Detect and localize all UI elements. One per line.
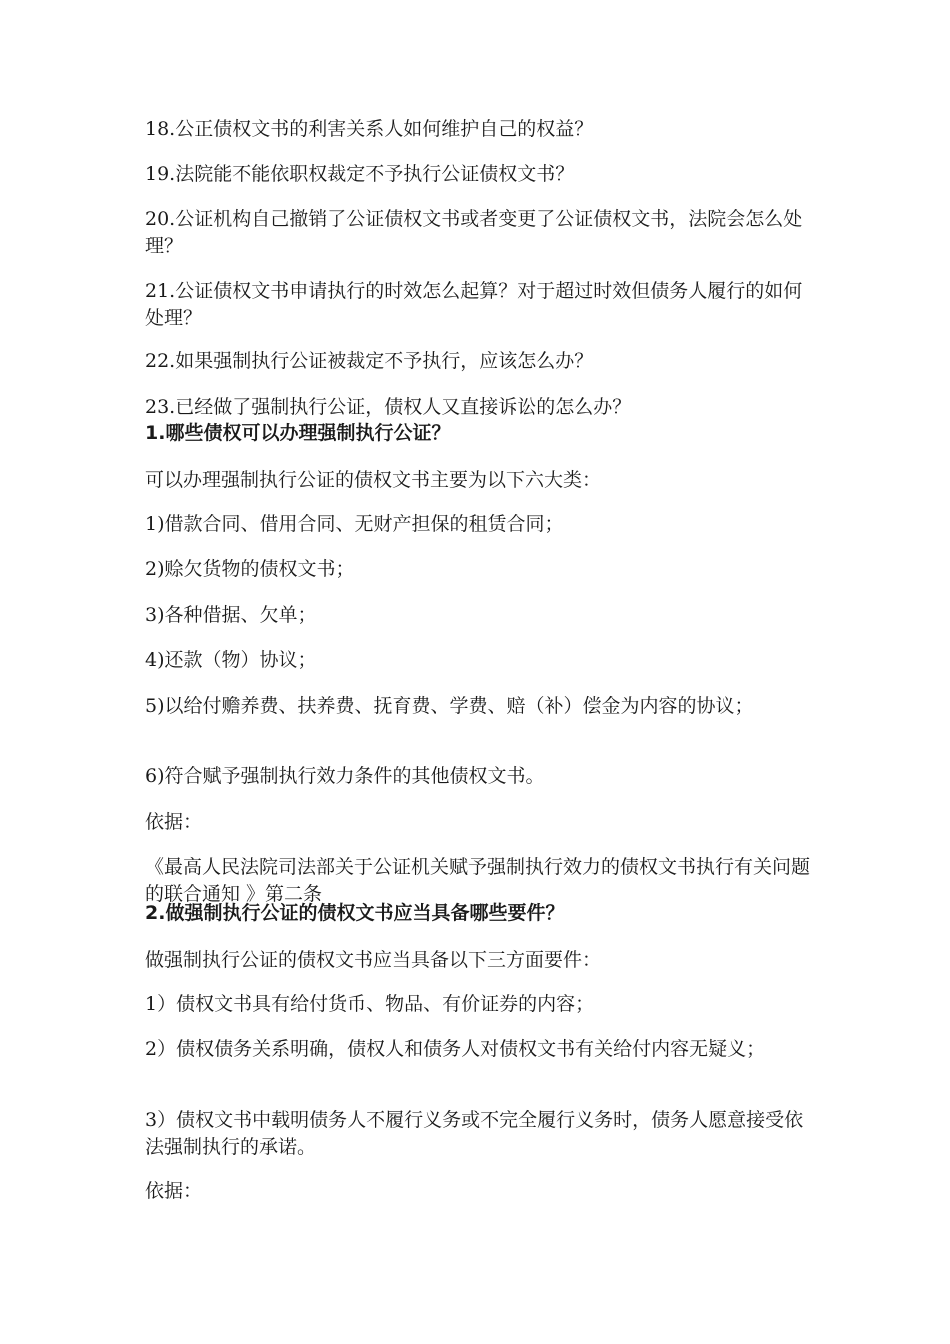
section-2-heading: 2.做强制执行公证的债权文书应当具备哪些要件？ (145, 902, 565, 924)
section-2-basis-label: 依据： (145, 1180, 203, 1202)
section-1-basis: 《最高人民法院司法部关于公证机关赋予强制执行效力的债权文书执行有关问题的联合通知 》第二条 (145, 856, 811, 905)
question-21: 21.公证债权文书申请执行的时效怎么起算？对于超过时效但债务人履行的如何处理？ (145, 280, 803, 329)
question-20: 20.公证机构自己撤销了公证债权文书或者变更了公证债权文书，法院会怎么处理？ (145, 208, 803, 257)
question-18: 18.公正债权文书的利害关系人如何维护自己的权益？ (145, 118, 594, 140)
section-1-item-1: 1)借款合同、借用合同、无财产担保的租赁合同； (145, 513, 564, 535)
section-2-item-2: 2）债权债务关系明确，债权人和债务人对债权文书有关给付内容无疑义； (145, 1038, 766, 1060)
question-23: 23.已经做了强制执行公证，债权人又直接诉讼的怎么办？ (145, 396, 632, 418)
section-1-item-3: 3)各种借据、欠单； (145, 604, 317, 626)
section-1-item-2: 2)赊欠货物的债权文书； (145, 558, 355, 580)
section-2-item-1: 1）债权文书具有给付货币、物品、有价证券的内容； (145, 993, 595, 1015)
section-1-intro: 可以办理强制执行公证的债权文书主要为以下六大类： (145, 469, 602, 491)
question-19: 19.法院能不能依职权裁定不予执行公证债权文书？ (145, 163, 575, 185)
section-1-item-4: 4)还款（物）协议； (145, 649, 317, 671)
section-2-item-3: 3）债权文书中载明债务人不履行义务或不完全履行义务时，债务人愿意接受依法强制执行的承诺。 (145, 1109, 804, 1158)
section-1-basis-label: 依据： (145, 811, 203, 833)
section-1-item-6: 6)符合赋予强制执行效力条件的其他债权文书。 (145, 765, 545, 787)
section-1-heading: 1.哪些债权可以办理强制执行公证？ (145, 422, 451, 444)
section-2-intro: 做强制执行公证的债权文书应当具备以下三方面要件： (145, 949, 602, 971)
question-22: 22.如果强制执行公证被裁定不予执行，应该怎么办？ (145, 350, 594, 372)
section-1-item-5: 5)以给付赡养费、扶养费、抚育费、学费、赔（补）偿金为内容的协议； (145, 695, 754, 717)
